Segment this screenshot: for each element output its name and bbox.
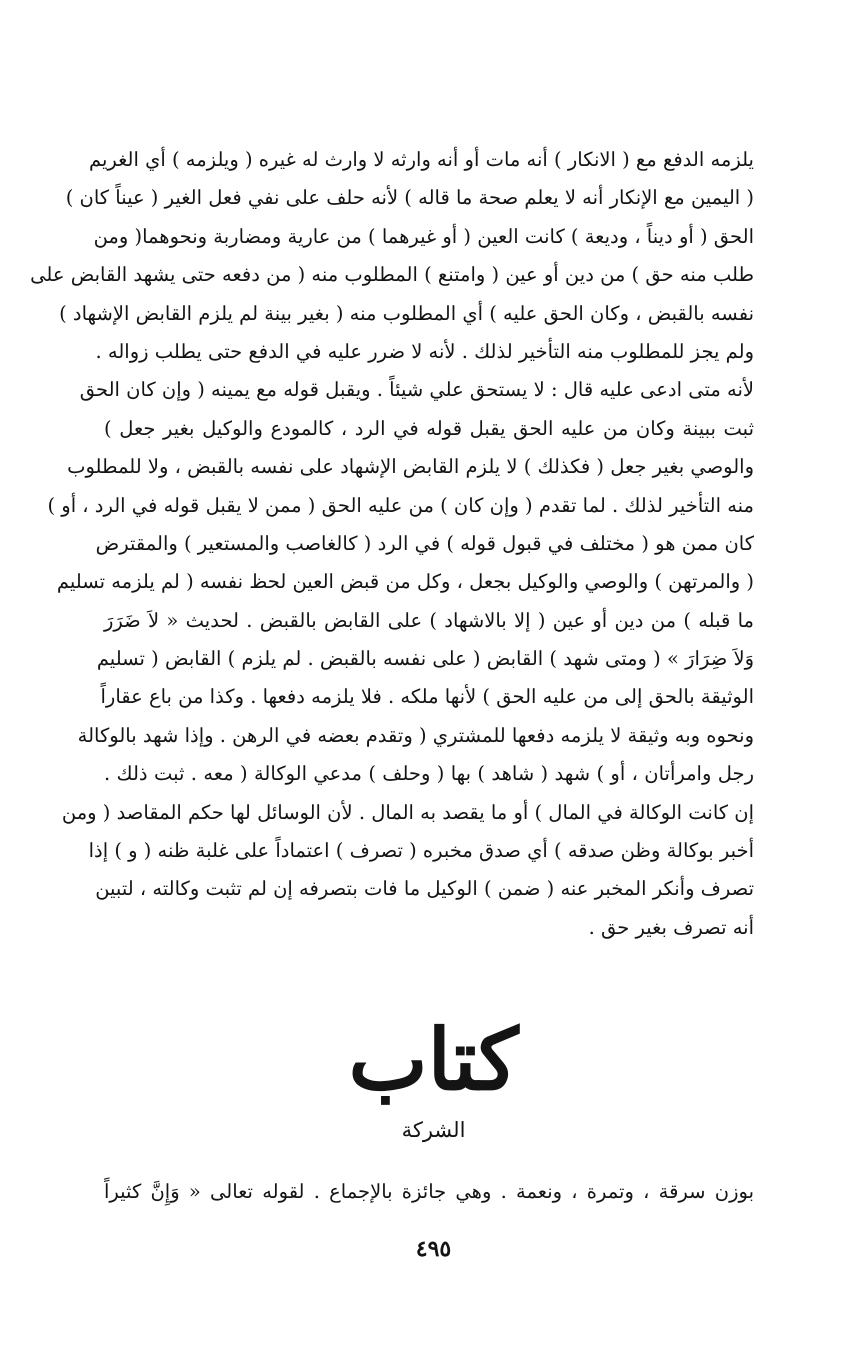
- text-line: تصرف وأنكر المخبر عنه ( ضمن ) الوكيل ما فات بتصرفه إن لم تثبت وكالته ، لتبين: [95, 877, 754, 901]
- text-line: الحق ( أو ديناً ، وديعة ) كانت العين ( أو غيرهما ) من عارية ومضاربة ونحوهما( ومن: [93, 224, 754, 248]
- text-line: يلزمه الدفع مع ( الانكار ) أنه مات أو أنه وارثه لا وارث له غيره ( ويلزمه ) أي الغريم: [88, 148, 754, 171]
- text-line: ما قبله ) من دين أو عين ( إلا بالاشهاد ) على القابض بالقبض . لحديث « لاَ ضَرَرَ: [104, 608, 754, 632]
- text-line: نفسه بالقبض ، وكان الحق عليه ) أي المطلوب منه ( بغير بينة لم يلزم القابض الإشهاد ): [59, 301, 754, 325]
- text-line: ولم يجز للمطلوب منه التأخير لذلك . لأنه لا ضرر عليه في الدفع حتى يطلب زواله .: [95, 339, 754, 363]
- text-line: ( والمرتهن ) والوصي والوكيل بجعل ، وكل من قبض العين لحظ نفسه ( لم يلزمه تسليم: [56, 570, 754, 594]
- book-heading: كتاب: [348, 1010, 519, 1109]
- text-line: ونحوه وبه وثيقة لا يلزمه دفعها للمشتري ( وتقدم بعضه في الرهن . وإذا شهد بالوكالة: [77, 723, 754, 747]
- page-number: ٤٩٥: [415, 1236, 452, 1262]
- text-line: طلب منه حق ) من دين أو عين ( وامتنع ) المطلوب منه ( من دفعه حتى يشهد القابض على: [30, 263, 754, 287]
- text-line: والوصي بغير جعل ( فكذلك ) لا يلزم القابض الإشهاد على نفسه بالقبض ، ولا للمطلوب: [67, 455, 754, 479]
- text-line: ( اليمين مع الإنكار أنه لا يعلم صحة ما قاله ) لأنه حلف على نفي فعل الغير ( عيناً كان ): [65, 186, 754, 210]
- text-line: لأنه متى ادعى عليه قال : لا يستحق علي شيئاً . ويقبل قوله مع يمينه ( وإن كان الحق: [79, 378, 754, 402]
- section-heading: الشركة: [401, 1118, 466, 1142]
- text-line: ثبت ببينة وكان من عليه الحق يقبل قوله في الرد ، كالمودع والوكيل بغير جعل ): [104, 416, 754, 440]
- section-first-line: بوزن سرقة ، وتمرة ، ونعمة . وهي جائزة بالإجماع . لقوله تعالى « وَإِنَّ كثيراً: [104, 1180, 754, 1203]
- text-line: رجل وامرأتان ، أو ) شهد ( شاهد ) بها ( وحلف ) مدعي الوكالة ( معه . ثبت ذلك .: [104, 762, 754, 786]
- text-line: الوثيقة بالحق إلى من عليه الحق ) لأنها ملكه . فلا يلزمه دفعها . وكذا من باع عقاراً: [100, 685, 754, 709]
- text-line: منه التأخير لذلك . لما تقدم ( وإن كان ) من عليه الحق ( ممن لا يقبل قوله في الرد ، أو ): [47, 493, 754, 517]
- text-line: وَلاَ ضِرَارَ » ( ومتى شهد ) القابض ( على نفسه بالقبض . لم يلزم ) القابض ( تسليم: [96, 647, 754, 671]
- text-line: إن كانت الوكالة في المال ) أو ما يقصد به المال . لأن الوسائل لها حكم المقاصد ( ومن: [61, 800, 754, 824]
- text-line: أنه تصرف بغير حق .: [588, 915, 754, 939]
- main-text-block: [30, 141, 754, 947]
- text-line: أخبر بوكالة وظن صدقه ) أي صدق مخبره ( تصرف ) اعتماداً على غلبة ظنه ( و ) إذا: [88, 839, 754, 863]
- text-line: كان ممن هو ( مختلف في قبول قوله ) في الرد ( كالغاصب والمستعير ) والمقترض: [95, 531, 754, 555]
